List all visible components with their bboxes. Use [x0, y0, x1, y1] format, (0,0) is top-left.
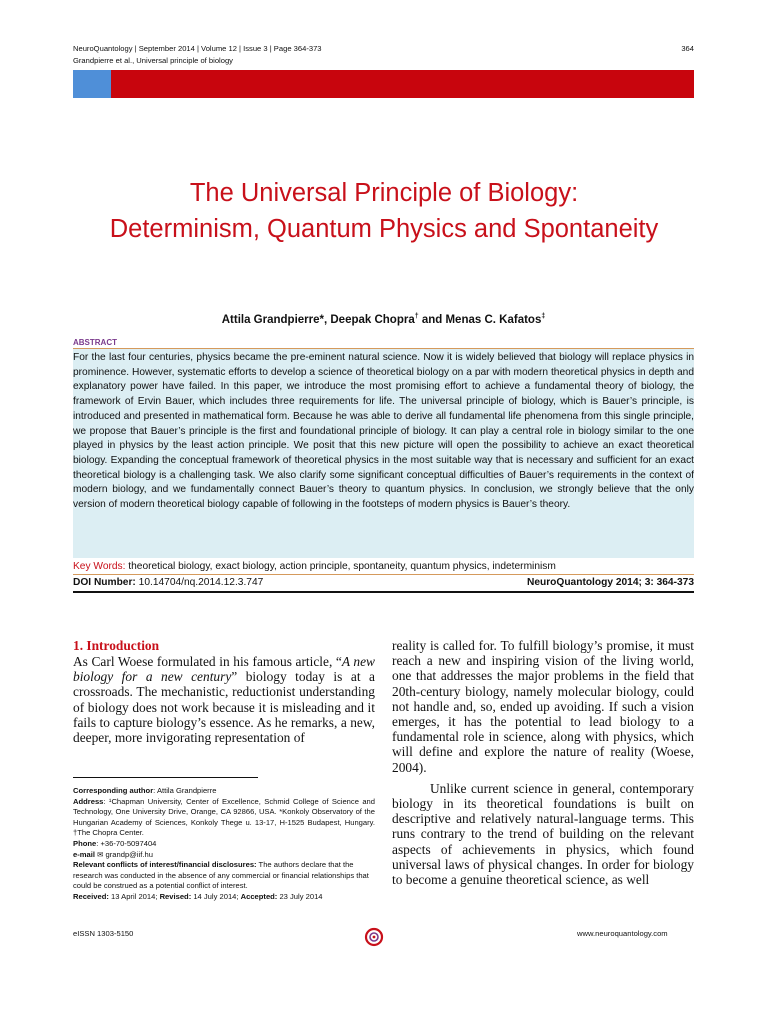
keywords — [73, 560, 694, 574]
author-names-1: Attila Grandpierre*, Deepak Chopra — [221, 313, 415, 326]
right-column — [392, 638, 694, 887]
address-value: : ¹Chapman University, Center of Excellence, Schmid College of Science and Technology, One University Drive, Orange, CA 92866, USA. *Konkoly Observatory of the Hungarian Academy of Sciences, Konkoly Thege u. 13-17, H-1525 Budapest, Hungary. †The Chopra Center. — [73, 796, 375, 838]
intro-paragraph-1 — [73, 654, 375, 745]
issn: eISSN 1303-5150 — [73, 929, 134, 938]
address-label: Address — [73, 796, 104, 806]
keywords-label: Key Words: — [73, 561, 126, 572]
abstract-text: For the last four centuries, physics became the pre-eminent natural science. Now it is widely believed that biology will replace physics in prominence. However, systematic efforts to develop a science of theoretical biology on a par with modern theoretical physics in depth and explanatory power have failed. In this paper, we introduce the most promising effort to achieve a fundamental theory of biology, the framework of Ervin Bauer, which includes three requirements for life. The universal principle of biology, which is Bauer’s principle, is introduced and presented in mathematical form. Because he was able to derive all fundamental life phenomena from this single principle, we propose that Bauer’s principle is the first and foundational principle of biology. It can play a central role in biology similar to the one played in physics by the least action principle. We posit that this new picture will open the possibility to achieve an exact theoretical biology. Expanding the conceptual framework of theoretical physics in the most suitable way that is necessary and sufficient for an exact theoretical biology is a challenging task. We also clarify some significant conceptual difficulties of Bauer’s requirements in the context of modern biology, and we fundamentally connect Bauer’s theory to quantum physics. In conclusion, we strongly believe that the only version of modern theoretical biology capable of following in the footsteps of modern physics is Bauer’s theory. — [73, 352, 694, 511]
conflict-value: The authors declare that the research was conducted in the absence of any commercial or financial relationships that could be construed as a potential conflict of interest. — [73, 860, 369, 891]
corr-label: Corresponding author — [73, 786, 154, 795]
journal-header: NeuroQuantology | September 2014 | Volume 12 | Issue 3 | Page 364-373 — [73, 44, 322, 53]
doi-value: 10.14704/nq.2014.12.3.747 — [135, 577, 264, 588]
intro-paragraph-3: Unlike current science in general, contemporary biology in its theoretical foundations is built on descriptive and relatively natural-language terms. This runs contrary to the trend of building on the relevant aspects of achievements in physics, which found universal laws of physical changes. In order for biology to become a genuine theoretical science, as well — [392, 780, 694, 888]
section-heading-introduction: 1. Introduction — [73, 638, 160, 653]
author-list — [73, 313, 694, 326]
header-bar-red — [111, 70, 694, 98]
email-value: ✉ grandp@iif.hu — [94, 849, 153, 859]
header-bar-blue — [73, 70, 111, 98]
conflict-label: Relevant conflicts of interest/financial disclosures: — [73, 860, 257, 870]
revised-label: Revised: — [159, 891, 192, 901]
keywords-rule — [73, 574, 694, 575]
phone-label: Phone — [73, 838, 97, 848]
received-label: Received: — [73, 891, 109, 901]
phone-value: : +36-70-5097404 — [96, 838, 157, 848]
corr-value: : Attila Grandpierre — [153, 786, 217, 795]
email-label: e-mail — [73, 849, 95, 859]
accepted-value: 23 July 2014 — [277, 891, 323, 901]
accepted-label: Accepted: — [240, 891, 278, 901]
neuroquantology-logo-icon — [363, 926, 385, 948]
page-number: 364 — [681, 44, 694, 53]
paper-title — [60, 175, 708, 247]
footnote — [73, 786, 375, 903]
author-mark-double-dagger: ‡ — [541, 313, 546, 320]
running-author-header: Grandpierre et al., Universal principle of biology — [73, 56, 233, 65]
cited-article-title: A new biology for a new century — [73, 654, 375, 685]
revised-value: 14 July 2014; — [191, 891, 241, 901]
citation: NeuroQuantology 2014; 3: 364-373 — [526, 577, 694, 588]
intro-p1-start: As Carl Woese formulated in his famous article, “ — [73, 654, 342, 669]
journal-website: www.neuroquantology.com — [577, 929, 668, 938]
title-line-1: The Universal Principle of Biology: — [189, 179, 579, 207]
abstract-label: ABSTRACT — [73, 338, 117, 347]
keywords-text: theoretical biology, exact biology, action principle, spontaneity, quantum physics, indeterminism — [125, 561, 556, 572]
doi-rule — [73, 591, 694, 593]
doi-label: DOI Number: — [73, 577, 136, 588]
doi-line — [73, 576, 694, 590]
intro-p1-end: ” biology today is at a crossroads. The mechanistic, reductionist understanding of biology does not work because it is misleading and it fails to capture biology’s essence. As he remarks, a new, deeper, more invigorating representation of — [73, 669, 376, 746]
footnote-rule — [73, 777, 258, 778]
received-value: 13 April 2014; — [108, 891, 160, 901]
intro-paragraph-2: reality is called for. To fulfill biology’s promise, it must reach a new and inspiring vision of the living world, one that addresses the major problems in the field that 20th-century biology, namely molecular biology, could not handle and, so, ended up avoiding. If such a vision emerges, it has the potential to lead biology to a fundamental role in science, along with physics, which will define and explore the nature of reality (Woese, 2004). — [392, 638, 694, 775]
author-names-2: and Menas C. Kafatos — [418, 313, 542, 326]
title-line-2: Determinism, Quantum Physics and Spontaneity — [109, 215, 659, 243]
author-mark-dagger: † — [414, 313, 419, 320]
